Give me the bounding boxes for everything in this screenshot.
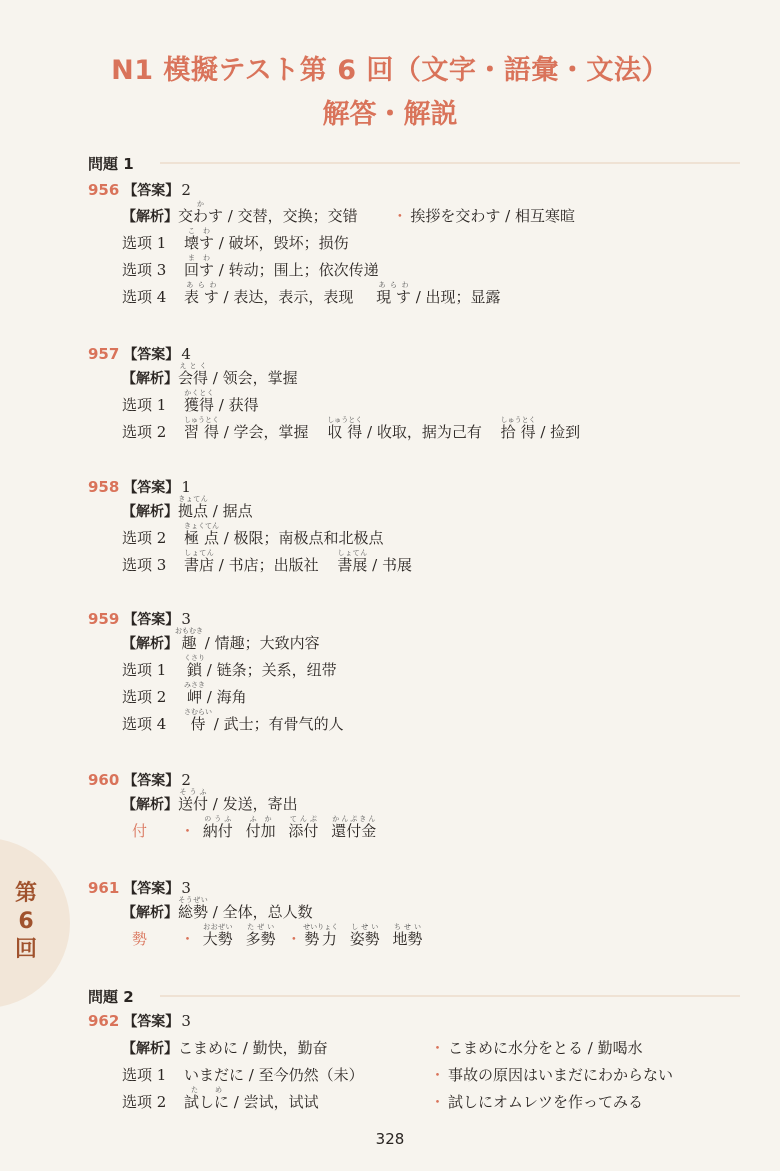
bullet-icon: ・ <box>430 1039 446 1057</box>
analysis-row: 【解析】会得えとく / 领会，掌握 <box>122 362 298 387</box>
analysis-label: 【解析】 <box>122 371 178 387</box>
analysis-row: 【解析】趣おもむき / 情趣；大致内容 <box>122 627 320 652</box>
analysis-label: 【解析】 <box>122 209 178 225</box>
analysis-row: 【解析】こまめに / 勤快，勤奋 <box>122 1039 328 1057</box>
section-divider <box>160 162 740 164</box>
example-sentence: ・ 試しにオムレツを作ってみる <box>430 1093 644 1111</box>
analysis-row: 【解析】総勢そうぜい / 全体，总人数 <box>122 896 313 921</box>
related-words-row: 勢 ・ 大勢おおぜい 多勢たぜい ・ 勢力せいりょく 姿勢しせい 地勢ちせい <box>132 923 423 948</box>
chapter-tab-label: 第6回 <box>14 881 37 962</box>
example-sentence: ・ 事故の原因はいまだにわからない <box>430 1066 674 1084</box>
answer-value: 4 <box>181 345 191 363</box>
bullet-icon: ・ <box>180 822 196 840</box>
section-divider <box>160 995 740 997</box>
question-number: 957 <box>88 345 120 363</box>
question-957-header <box>88 344 191 364</box>
answer-label: 【答案】 <box>123 612 180 628</box>
answer-value: 3 <box>181 610 191 628</box>
option-row: 选项 1 獲得かくとく / 获得 <box>122 389 259 414</box>
page-subtitle: 解答・解説 <box>322 99 458 130</box>
option-row: 选项 2 極 点きょくてん / 极限；南极点和北极点 <box>122 522 384 547</box>
bullet-icon: ・ <box>430 1066 446 1084</box>
option-row: 选项 2 岬みさき / 海角 <box>122 681 247 706</box>
example-sentence: ・ こまめに水分をとる / 勤喝水 <box>430 1039 643 1057</box>
answer-label: 【答案】 <box>123 773 180 789</box>
option-row: 选项 2 試しにため / 尝试，试试 <box>122 1086 319 1111</box>
answer-label: 【答案】 <box>123 480 180 496</box>
answer-label: 【答案】 <box>123 347 180 363</box>
analysis-label: 【解析】 <box>122 1041 178 1057</box>
answer-value: 3 <box>181 879 191 897</box>
page-number: 328 <box>375 1130 405 1148</box>
question-number: 956 <box>88 181 120 199</box>
question-number: 962 <box>88 1012 120 1030</box>
answer-label: 【答案】 <box>123 881 180 897</box>
question-961-header <box>88 878 191 898</box>
question-number: 959 <box>88 610 120 628</box>
section-heading-mondai-2: 問題 2 <box>88 988 134 1006</box>
page-title: N1 模擬テスト第 6 回（文字・語彙・文法） <box>111 55 669 86</box>
answer-value: 1 <box>181 478 191 496</box>
analysis-label: 【解析】 <box>122 797 178 813</box>
option-row: 选项 2 習 得しゅうとく / 学会，掌握 収 得しゅうとく / 收取，据为己有 拾 得しゅうとく / 捡到 <box>122 416 581 441</box>
question-number: 960 <box>88 771 120 789</box>
answer-label: 【答案】 <box>123 183 180 199</box>
related-words-row: 付 ・ 納付のうふ 付加ふか 添付てんぷ 還付金かんぷきん <box>132 815 377 840</box>
answer-value: 3 <box>181 1012 191 1030</box>
option-row: 选项 3 回すまわ / 转动；围上；依次传递 <box>122 254 379 279</box>
option-row: 选项 1 鎖くさり / 链条；关系，纽带 <box>122 654 337 679</box>
analysis-row: 【解析】拠点きょてん / 据点 <box>122 495 253 520</box>
answer-value: 2 <box>181 181 191 199</box>
option-row: 选项 4 表 すあらわ / 表达，表示，表现 現 すあらわ / 出现；显露 <box>122 281 501 306</box>
analysis-label: 【解析】 <box>122 636 178 652</box>
bullet-icon: ・ <box>430 1093 446 1111</box>
section-heading-mondai-1: 問題 1 <box>88 155 134 173</box>
option-row: 选项 3 書店しょてん / 书店；出版社 書展しょてん / 书展 <box>122 549 412 574</box>
answer-value: 2 <box>181 771 191 789</box>
question-number: 958 <box>88 478 120 496</box>
analysis-row: 【解析】送付そうふ / 发送，寄出 <box>122 788 298 813</box>
bullet-icon: ・ <box>180 930 196 948</box>
question-958-header <box>88 477 191 497</box>
analysis-row: 【解析】交わすか / 交替，交换；交错 ・ 挨拶を交わす / 相互寒暄 <box>122 200 575 225</box>
analysis-label: 【解析】 <box>122 504 178 520</box>
question-956-header <box>88 180 191 200</box>
answer-label: 【答案】 <box>123 1014 180 1030</box>
analysis-label: 【解析】 <box>122 905 178 921</box>
bullet-icon: ・ <box>286 930 302 948</box>
question-960-header <box>88 770 191 790</box>
option-row: 选项 1 いまだに / 至今仍然（未） <box>122 1066 364 1084</box>
question-number: 961 <box>88 879 120 897</box>
option-row: 选项 4 侍さむらい / 武士；有骨气的人 <box>122 708 344 733</box>
question-959-header <box>88 609 191 629</box>
option-row: 选项 1 壊すこわ / 破坏，毁坏；损伤 <box>122 227 349 252</box>
question-962-header <box>88 1011 191 1031</box>
bullet-icon: ・ <box>392 207 408 225</box>
